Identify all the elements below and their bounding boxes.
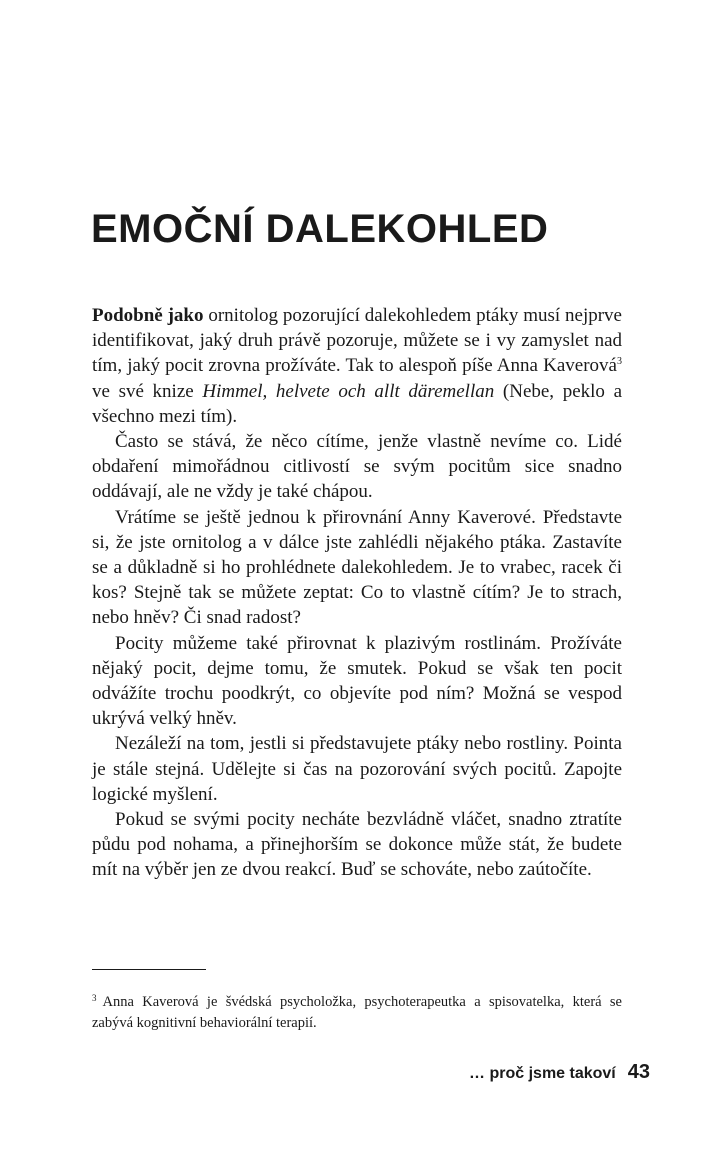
paragraph-1: [92, 303, 622, 429]
paragraph-6: Pokud se svými pocity necháte bezvládně vláčet, snadno ztratíte půdu pod nohama, a přinejhorším se dokonce může stát, že budete mít na výběr jen ze dvou reakcí. Buď se schováte, nebo zaútočíte.: [92, 809, 622, 881]
series-title: … proč jsme takoví: [469, 1065, 616, 1082]
footnote-reference: 3: [617, 356, 622, 368]
chapter-heading: EMOČNÍ DALEKOHLED: [91, 207, 549, 251]
paragraph-2: Často se stává, že něco cítíme, jenže vlastně nevíme co. Lidé obdaření mimořádnou citlivostí se svým pocitům sice snadno oddávají, ale ne vždy je také chápou.: [92, 431, 622, 503]
paragraph-3: Vrátíme se ještě jednou k přirovnání Anny Kaverové. Představte si, že jste ornitolog a v dálce jste zahlédli nějakého ptáka. Zastavíte se a důkladně si ho prohlédnete dalekohledem. Je to vrabec, racek či kos? Stejně tak se můžete zeptat: Co to vlastně cítím? Je to strach, nebo hněv? Či snad radost?: [92, 506, 622, 629]
footnote-divider: [92, 969, 206, 970]
paragraph-1-text-a: ornitolog pozorující dalekohledem ptáky musí nejprve identifikovat, jaký druh právě pozoruje, můžete se i vy zamyslet nad tím, jaký pocit zrovna prožíváte. Tak to alespoň píše Anna Kaverová: [92, 305, 622, 377]
paragraph-1-text-b: ve své knize: [92, 380, 203, 402]
footnote-number: 3: [92, 993, 97, 1003]
paragraph-4: Pocity můžeme také přirovnat k plazivým rostlinám. Prožíváte nějaký pocit, dejme tomu, že smutek. Pokud se však ten pocit odvážíte trochu poodkrýt, co objevíte pod ním? Možná se vespod ukrývá velký hněv.: [92, 632, 622, 730]
running-footer: [469, 1061, 650, 1084]
page-number: 43: [627, 1061, 650, 1083]
body-text: [92, 303, 622, 883]
paragraph-1-text-c: (Nebe, peklo a všechno mezi tím).: [92, 380, 623, 427]
book-title: Himmel, helvete och allt däremellan: [202, 380, 495, 402]
lead-in-bold: Podobně jako: [92, 305, 204, 326]
footnote: [92, 992, 622, 1034]
paragraph-5: Nezáleží na tom, jestli si představujete ptáky nebo rostliny. Pointa je stále stejná. Udělejte si čas na pozorování svých pocitů. Zapojte logické myšlení.: [92, 733, 622, 805]
footnote-text: Anna Kaverová je švédská psycholožka, psychoterapeutka a spisovatelka, která se zabývá kognitivní behaviorální terapií.: [92, 994, 622, 1031]
